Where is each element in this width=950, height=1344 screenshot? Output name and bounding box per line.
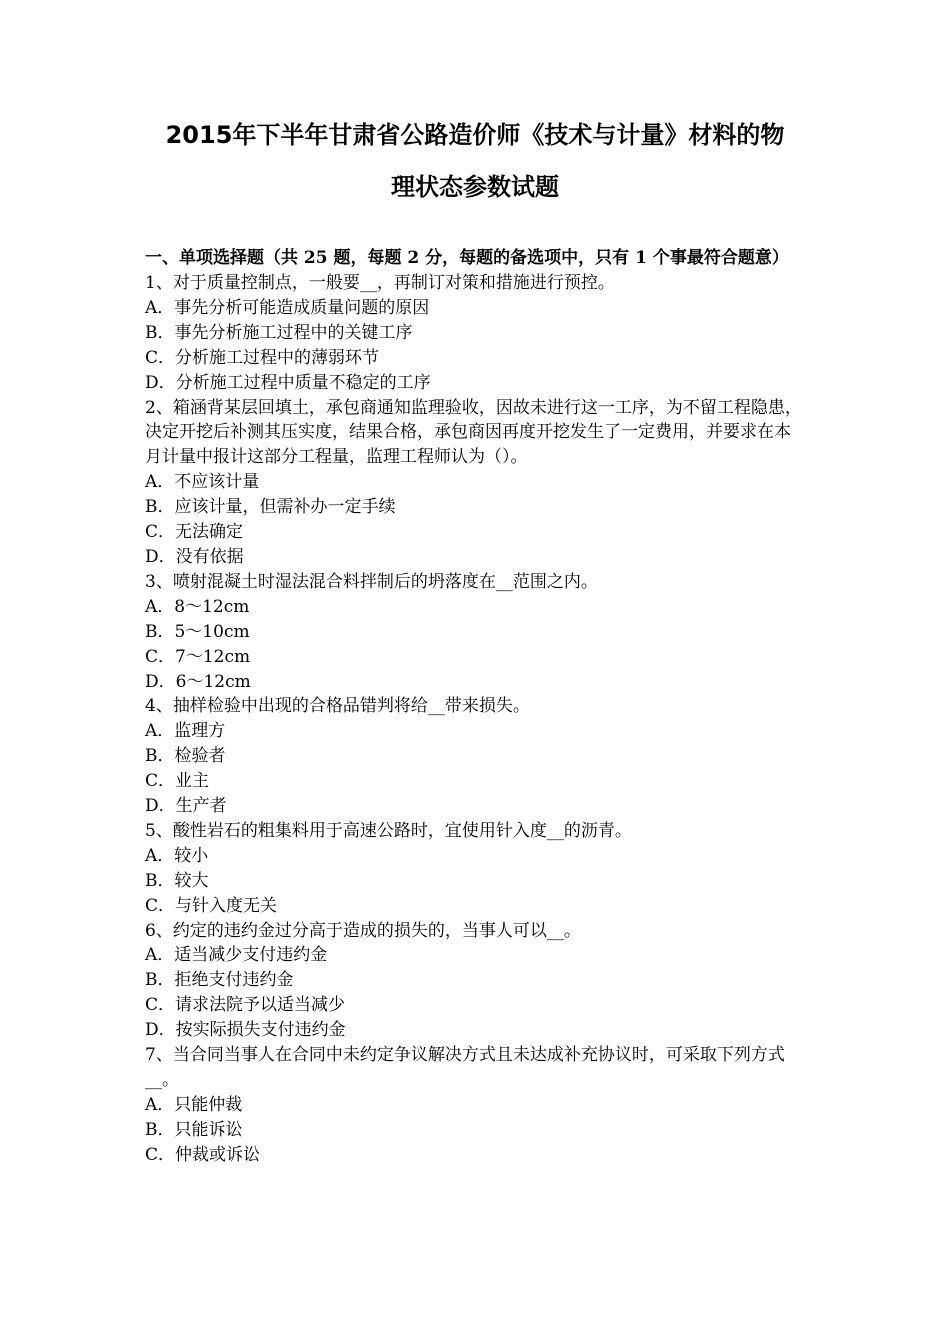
question-option: B．检验者 [145, 746, 226, 767]
question-4 [145, 694, 807, 819]
question-option: A．只能仲裁 [145, 1094, 243, 1115]
question-2 [145, 396, 807, 570]
question-option: B．5～10cm [145, 621, 250, 642]
section-heading: 一、单项选择题（共 25 题，每题 2 分，每题的备选项中，只有 1 个事最符合题意） [145, 248, 789, 268]
question-option: D．没有依据 [145, 546, 244, 567]
question-stem: 7、当合同当事人在合同中未约定争议解决方式且未达成补充协议时，可采取下列方式__。 [145, 1045, 785, 1090]
question-option: A．监理方 [145, 721, 226, 742]
question-stem: 3、喷射混凝土时湿法混合料拌制后的坍落度在__范围之内。 [145, 571, 598, 592]
question-7 [145, 1043, 807, 1168]
question-option: B．较大 [145, 870, 209, 891]
document-title-line-2: 理状态参数试题 [391, 173, 559, 201]
question-option: D．生产者 [145, 796, 227, 817]
question-option: C．仲裁或诉讼 [145, 1144, 261, 1165]
question-option: A．适当减少支付违约金 [145, 945, 328, 966]
question-option: B．拒绝支付违约金 [145, 970, 294, 991]
question-option: A．较小 [145, 845, 209, 866]
question-option: C．无法确定 [145, 522, 244, 543]
question-option: C．分析施工过程中的薄弱环节 [145, 347, 380, 368]
question-option: C．请求法院予以适当减少 [145, 995, 346, 1016]
question-option: A．事先分析可能造成质量问题的原因 [145, 297, 430, 318]
question-stem: 5、酸性岩石的粗集料用于高速公路时，宜使用针入度__的沥青。 [145, 820, 632, 841]
question-stem: 4、抽样检验中出现的合格品错判将给__带来损失。 [145, 696, 530, 717]
question-option: D．按实际损失支付违约金 [145, 1020, 346, 1041]
question-option: D．6～12cm [145, 671, 251, 692]
question-option: C．7～12cm [145, 646, 251, 667]
question-option: B．应该计量，但需补办一定手续 [145, 497, 396, 518]
question-3 [145, 570, 807, 695]
question-option: C．与针入度无关 [145, 895, 278, 916]
question-option: B．事先分析施工过程中的关键工序 [145, 322, 413, 343]
question-option: B．只能诉讼 [145, 1119, 243, 1140]
question-5 [145, 819, 807, 919]
question-stem: 2、箱涵背某层回填土，承包商通知监理验收，因故未进行这一工序，为不留工程隐患，决定开挖后补测其压实度，结果合格，承包商因再度开挖发生了一定费用，并要求在本月计量中报计这部分工程量，监理工程师认为（）。 [145, 397, 802, 468]
document-body [145, 246, 807, 1168]
question-1 [145, 271, 807, 396]
question-6 [145, 919, 807, 1044]
question-stem: 1、对于质量控制点，一般要__，再制订对策和措施进行预控。 [145, 273, 615, 293]
document-title-line-1: 2015年下半年甘肃省公路造价师《技术与计量》材料的物 [165, 121, 785, 149]
question-option: A．不应该计量 [145, 472, 260, 493]
question-option: C．业主 [145, 771, 210, 792]
question-option: D．分析施工过程中质量不稳定的工序 [145, 372, 431, 393]
question-stem: 6、约定的违约金过分高于造成的损失的，当事人可以__。 [145, 920, 581, 941]
question-option: A．8～12cm [145, 596, 250, 617]
